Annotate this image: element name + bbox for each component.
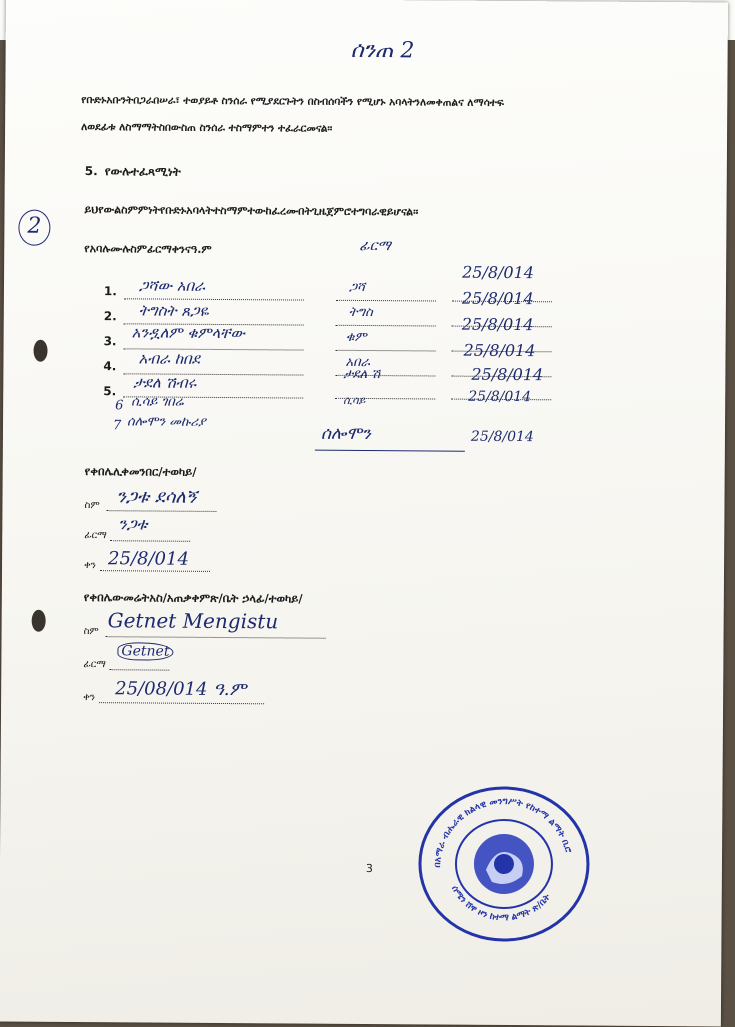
receiver-name-label: ስም [84,500,100,512]
stamp-outer-text: በአማራ ብሔራዊ ክልላዊ መንግሥት የከተማ ልማት ቢሮ [432,796,574,868]
member-date: 25/8/014 [470,428,534,446]
margin-mark: 2 [18,210,50,246]
member-signature: ሰሎሞን [320,423,371,445]
punch-hole [32,610,46,632]
receiver-name: ንጋቱ ደሳለኝ [116,486,197,508]
receiver-date: 25/8/014 [108,548,190,570]
member-name: ጋሻው አበራ [138,276,206,295]
member-name: ሲሳይ ገበሬ [131,394,184,410]
row-number: 5. [103,384,117,399]
page-number: 3 [365,862,373,876]
member-signature: ሲሳይ [343,393,366,407]
member-signature: ጋሻ [348,279,366,295]
officer-date-label: ቀን [83,692,96,704]
officer-name: Getnet Mengistu [107,608,279,634]
intro-line-2: ለወደፊቱ ለስማማትስበውስጠ ስንሰራ ተስማምተን ተፈራርመናል። [81,121,333,135]
member-date: 25/8/014 [461,288,534,309]
stamp-bottom-text: ሰሜን ሸዋ ዞን ከተማ ልማት ጽ/ቤት [449,884,553,924]
officer-title: የቀበሌውመሬትአስ/አጠቃቀምጽ/ቤት ኃላፊ/ተወካይ/ [83,590,303,606]
official-stamp [415,783,592,944]
member-name: ሰሎሞን መኩሪያ [126,414,206,430]
row-number: 6 [115,398,124,414]
row-number: 1. [103,284,117,299]
row-number: 3. [103,334,117,349]
signature-header: ፊርማ [359,237,391,255]
member-signature: ታደለ ሽ [343,366,381,383]
member-signature: ቁም [345,329,367,346]
row-number: 7 [112,418,122,434]
row-number: 4. [103,359,117,374]
punch-hole [33,340,47,362]
page-heading: ሰንጠ 2 [350,37,415,64]
officer-signature: Getnet [117,642,173,660]
signature-underline [315,450,465,452]
receiver-signature: ንጋቱ [118,514,148,534]
section-body: ይህየውልስምምነትየቡድኑአባላትተስማምተውከፈረሙበትጊዜጀምሮተግባራዊይሆናል። [84,203,419,219]
section-title: የውሉተፈጻሚነት [104,164,181,179]
member-date: 25/8/014 [471,364,544,385]
member-name: አብራ ከበደ [138,349,200,368]
section-number: 5. [84,164,98,179]
member-date: 25/8/014 [468,388,532,406]
row-number: 2. [103,309,117,324]
member-date: 25/8/014 [461,314,534,335]
receiver-title: የቀበሌሊቀመንበር/ተወካይ/ [84,464,197,479]
officer-date: 25/08/014 ዓ.ም [115,678,247,701]
member-date: 25/8/014 [462,262,535,283]
member-name: አንዷለም ቁምላቸው [131,323,245,343]
receiver-date-label: ቀን [84,560,97,572]
stamp-seal-icon [415,783,592,944]
member-signature: ትግስ [348,304,373,321]
member-signature: አበራ [345,354,370,371]
intro-line-1: የቡድኑአቡንትበጋራበሠራ፣ ተወያይቶ ስንሰራ የሚያደርጉትን በስብሰባችን የሚሆኑ አባላትንለመቀጠልና ለማሳተፍ [81,94,504,109]
officer-signature-label: ፊርማ [83,659,106,671]
receiver-signature-label: ፊርማ [84,530,107,542]
member-name: ትግስት ጸጋዬ [138,301,209,320]
officer-name-label: ስም [83,626,99,638]
member-name: ታደለ ሽብሩ [133,373,197,392]
member-date: 25/8/014 [463,340,536,361]
members-header: የአባሉሙሉስምፊርማቀንናዓ.ም [84,242,212,256]
